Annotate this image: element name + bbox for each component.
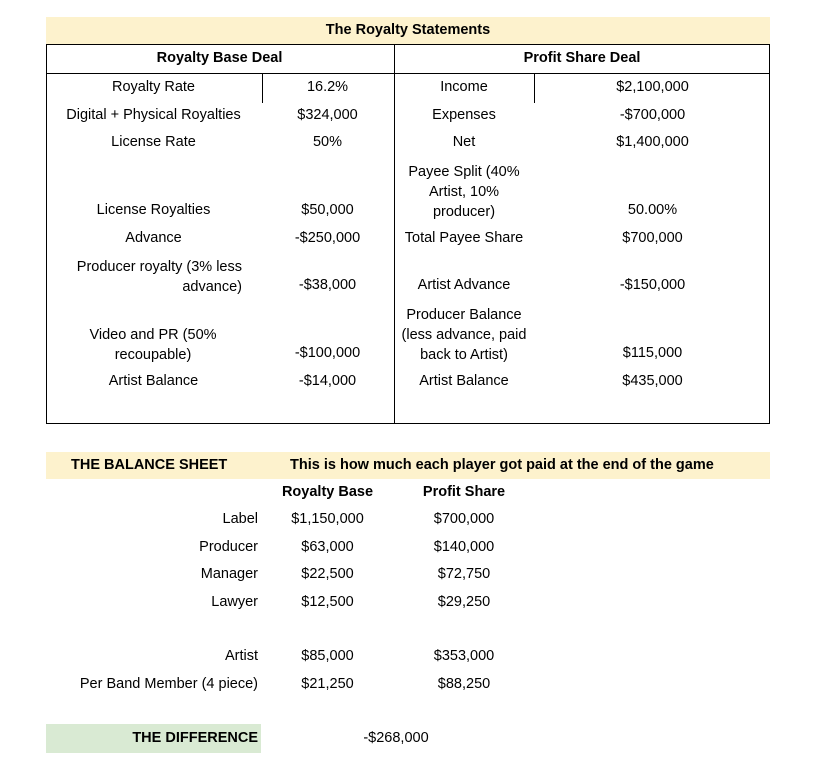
license-royalties-value: $50,000 <box>301 202 354 218</box>
producer-royalty-value: -$38,000 <box>298 277 357 293</box>
profit-share-column-header: Profit Share <box>422 484 506 500</box>
statements-title: The Royalty Statements <box>325 22 491 38</box>
net-value: $1,400,000 <box>616 134 689 150</box>
label-row-label: Label <box>222 511 258 527</box>
video-pr-value: -$100,000 <box>294 345 361 361</box>
royalty-rate-value: 16.2% <box>306 79 349 95</box>
producer-row-label: Producer <box>199 539 258 555</box>
payee-split-label: Payee Split (40% Artist, 10% producer) <box>408 164 520 220</box>
lawyer-row-royalty: $12,500 <box>301 594 354 610</box>
license-royalties-label: License Royalties <box>96 202 211 218</box>
manager-row-royalty: $22,500 <box>301 566 354 582</box>
difference-label: THE DIFFERENCE <box>132 730 258 746</box>
lawyer-row-label: Lawyer <box>211 594 258 610</box>
payee-split-value: 50.00% <box>627 202 678 218</box>
balance-sheet-bar <box>46 452 770 479</box>
total-payee-share-value: $700,000 <box>622 230 683 246</box>
income-label: Income <box>440 79 488 95</box>
royalty-base-column-header: Royalty Base <box>281 484 374 500</box>
license-rate-label: License Rate <box>111 134 196 150</box>
expenses-value: -$700,000 <box>619 107 686 123</box>
statements-title-bar <box>46 17 770 44</box>
expenses-label: Expenses <box>432 107 496 123</box>
net-label: Net <box>452 134 476 150</box>
profit-artist-balance-value: $435,000 <box>622 373 683 389</box>
balance-sheet-subtitle: This is how much each player got paid at the end of the game <box>290 457 714 473</box>
producer-row-royalty: $63,000 <box>301 539 354 555</box>
label-row-profit: $700,000 <box>433 511 495 527</box>
license-rate-value: 50% <box>312 134 343 150</box>
artist-row-royalty: $85,000 <box>301 648 354 664</box>
royalty-base-header: Royalty Base Deal <box>156 50 283 66</box>
difference-bar <box>46 724 261 753</box>
producer-row-profit: $140,000 <box>433 539 495 555</box>
lawyer-row-profit: $29,250 <box>437 594 491 610</box>
artist-advance-value: -$150,000 <box>619 277 686 293</box>
digital-physical-value: $324,000 <box>297 107 358 123</box>
artist-balance-value: -$14,000 <box>298 373 357 389</box>
band-member-row-profit: $88,250 <box>437 676 491 692</box>
balance-sheet-title: THE BALANCE SHEET <box>71 457 228 473</box>
profit-artist-balance-label: Artist Balance <box>419 373 509 389</box>
profit-share-header: Profit Share Deal <box>523 50 641 66</box>
total-payee-share-label: Total Payee Share <box>404 230 524 246</box>
royalty-rate-label: Royalty Rate <box>111 79 195 95</box>
difference-value: -$268,000 <box>363 730 429 746</box>
producer-royalty-label: Producer royalty (3% less advance) <box>76 259 242 295</box>
digital-physical-label: Digital + Physical Royalties <box>66 107 241 123</box>
artist-row-profit: $353,000 <box>433 648 495 664</box>
artist-advance-label: Artist Advance <box>417 277 511 293</box>
income-value: $2,100,000 <box>616 79 689 95</box>
artist-row-label: Artist <box>224 648 258 664</box>
manager-row-label: Manager <box>200 566 258 582</box>
video-pr-label: Video and PR (50% recoupable) <box>89 327 217 363</box>
artist-balance-label: Artist Balance <box>108 373 199 389</box>
producer-balance-value: $115,000 <box>622 345 683 361</box>
producer-balance-label: Producer Balance (less advance, paid back to Artist) <box>401 307 527 363</box>
advance-label: Advance <box>125 230 182 246</box>
label-row-royalty: $1,150,000 <box>291 511 364 527</box>
advance-value: -$250,000 <box>294 230 361 246</box>
manager-row-profit: $72,750 <box>437 566 491 582</box>
band-member-row-label: Per Band Member (4 piece) <box>79 676 258 692</box>
band-member-row-royalty: $21,250 <box>301 676 354 692</box>
header-divider <box>47 73 769 74</box>
